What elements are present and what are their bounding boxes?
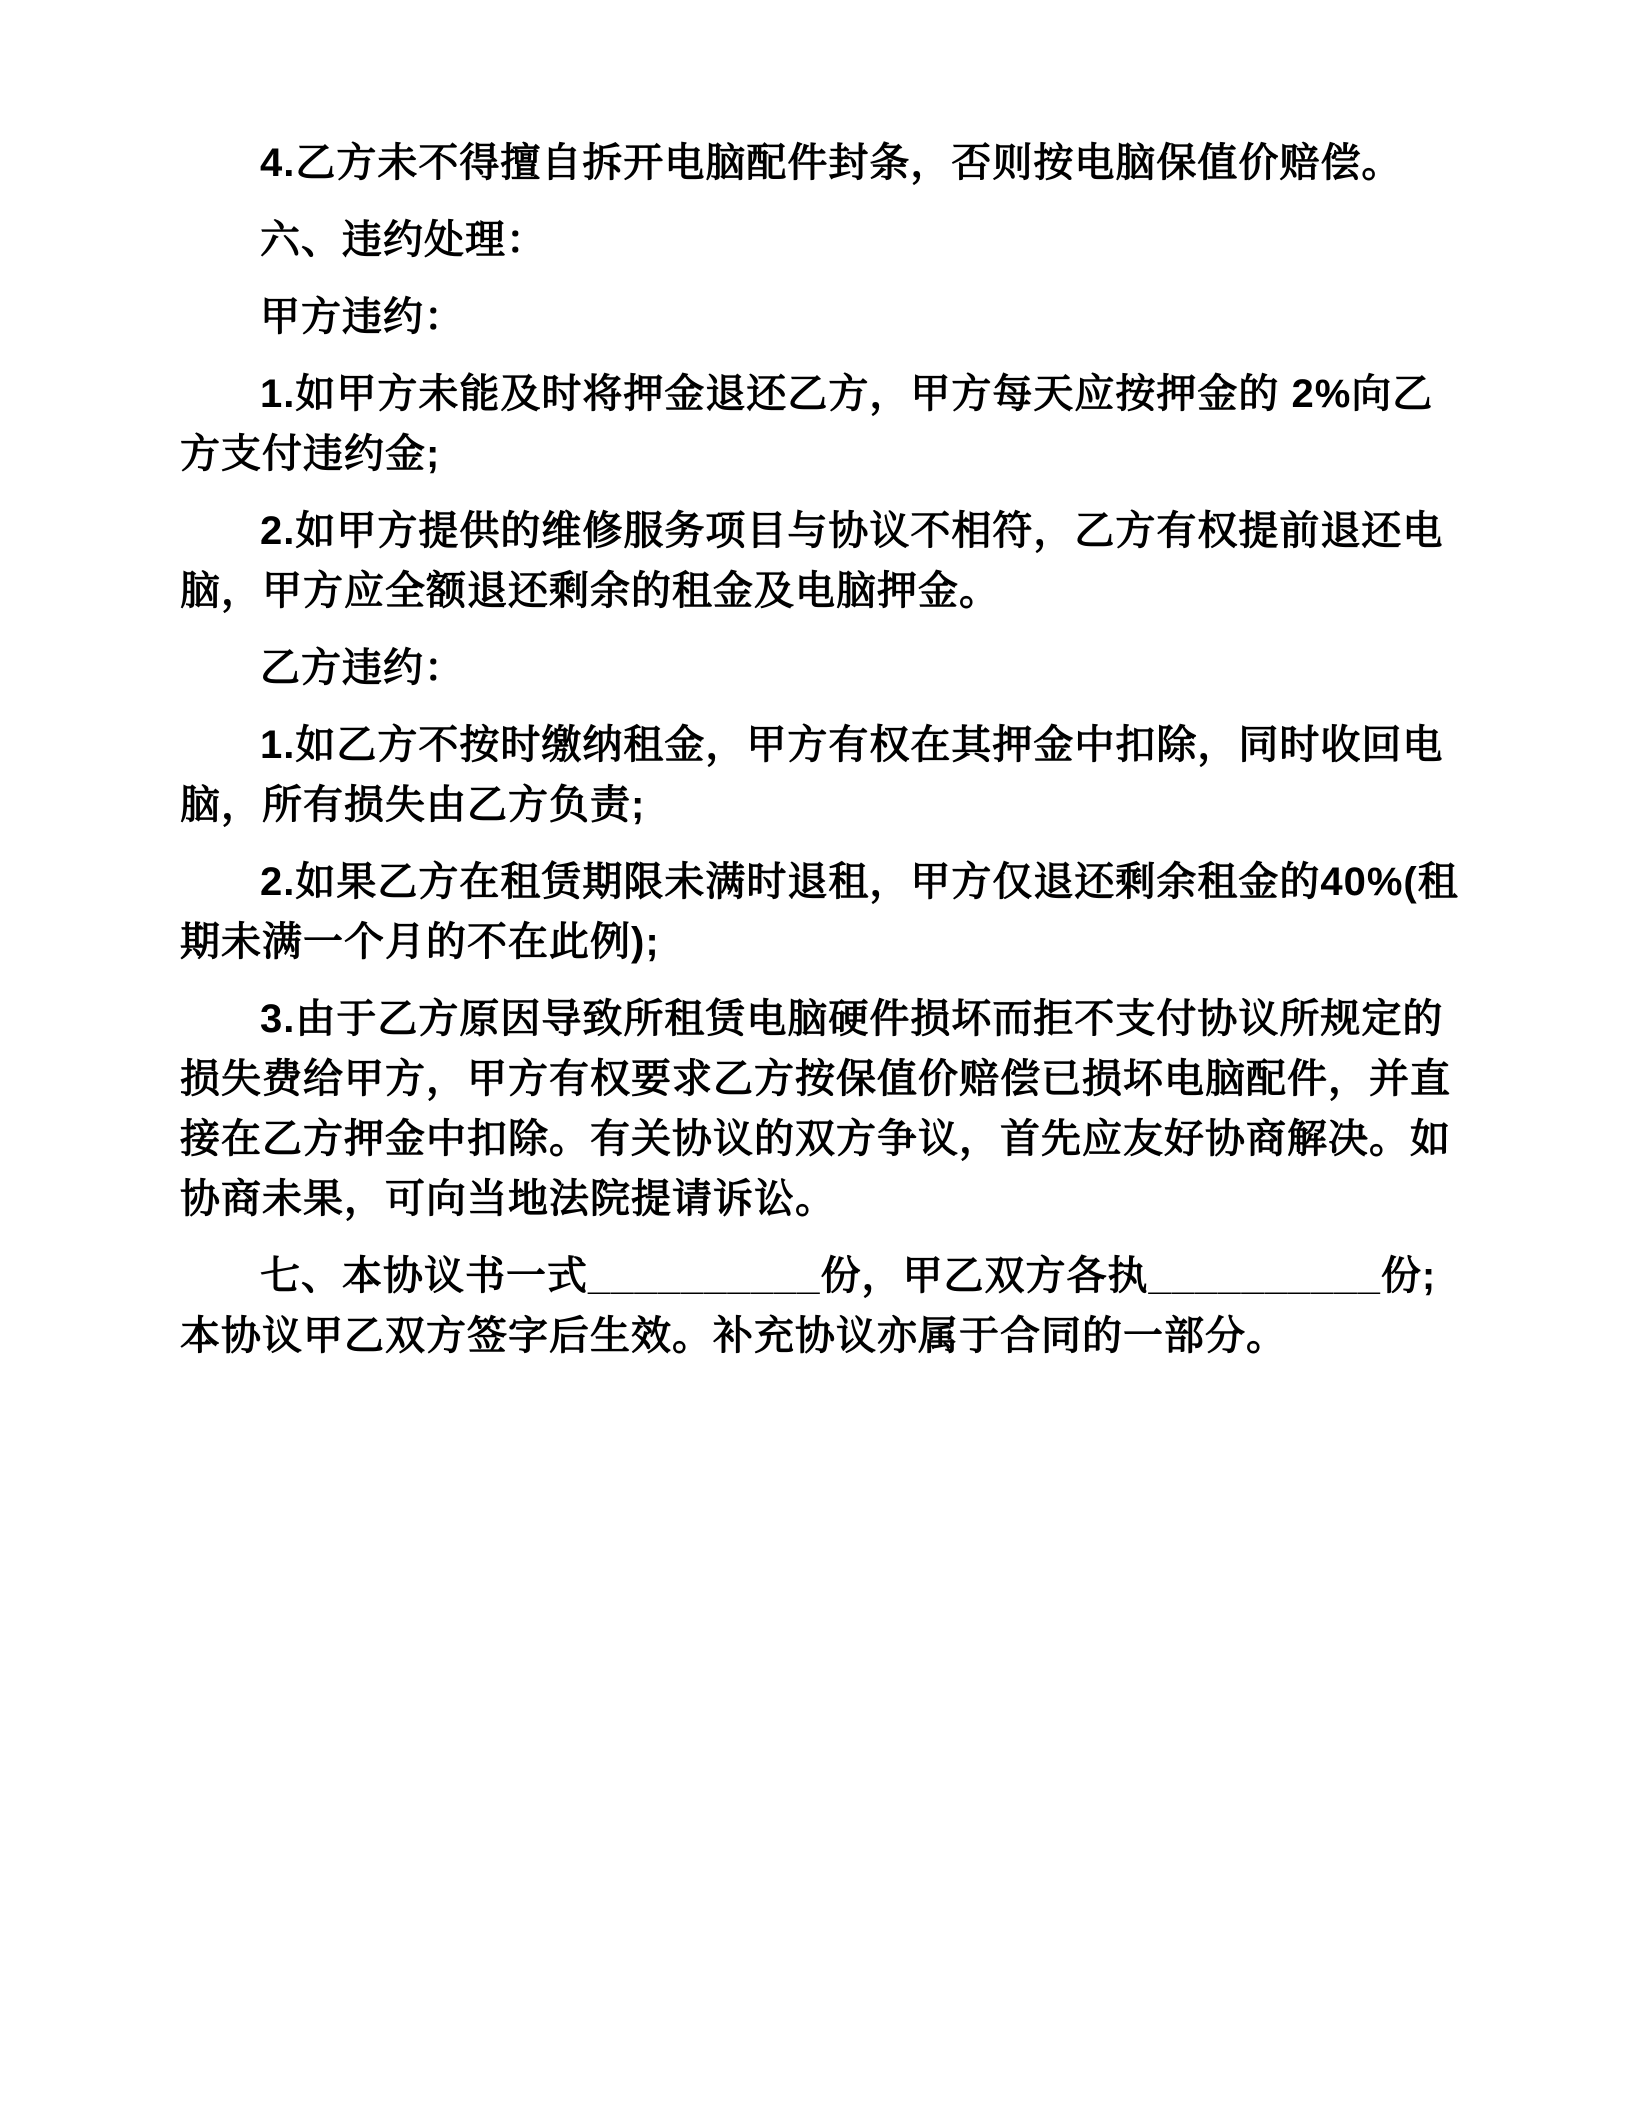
clause-party-b-3: 3.由于乙方原因导致所租赁电脑硬件损坏而拒不支付协议所规定的损失费给甲方，甲方有权要求乙方按保值价赔偿已损坏电脑配件，并直接在乙方押金中扣除。有关协议的双方争议，首先应友好协商解决。如协商未果，可向当地法院提请诉讼。	[180, 997, 1451, 1221]
clause-party-a-2: 2.如甲方提供的维修服务项目与协议不相符，乙方有权提前退还电脑，甲方应全额退还剩余的租金及电脑押金。	[180, 509, 1444, 613]
clause-party-b-1: 1.如乙方不按时缴纳租金，甲方有权在其押金中扣除，同时收回电脑，所有损失由乙方负责;	[180, 723, 1444, 827]
clause-party-b-2: 2.如果乙方在租赁期限未满时退租，甲方仅退还剩余租金的40%(租期未满一个月的不在此例);	[180, 860, 1459, 964]
clause-copies-and-effect: 七、本协议书一式__________份，甲乙双方各执__________份;本协议甲乙双方签字后生效。补充协议亦属于合同的一部分。	[180, 1254, 1437, 1358]
clause-seal-compensation: 4.乙方未不得擅自拆开电脑配件封条，否则按电脑保值价赔偿。	[260, 141, 1403, 185]
clause-party-a-1: 1.如甲方未能及时将押金退还乙方，甲方每天应按押金的 2%向乙方支付违约金;	[180, 372, 1434, 476]
label-party-b-breach: 乙方违约：	[260, 646, 465, 690]
section-title-breach-handling: 六、违约处理：	[260, 218, 547, 262]
label-party-a-breach: 甲方违约：	[260, 295, 465, 339]
